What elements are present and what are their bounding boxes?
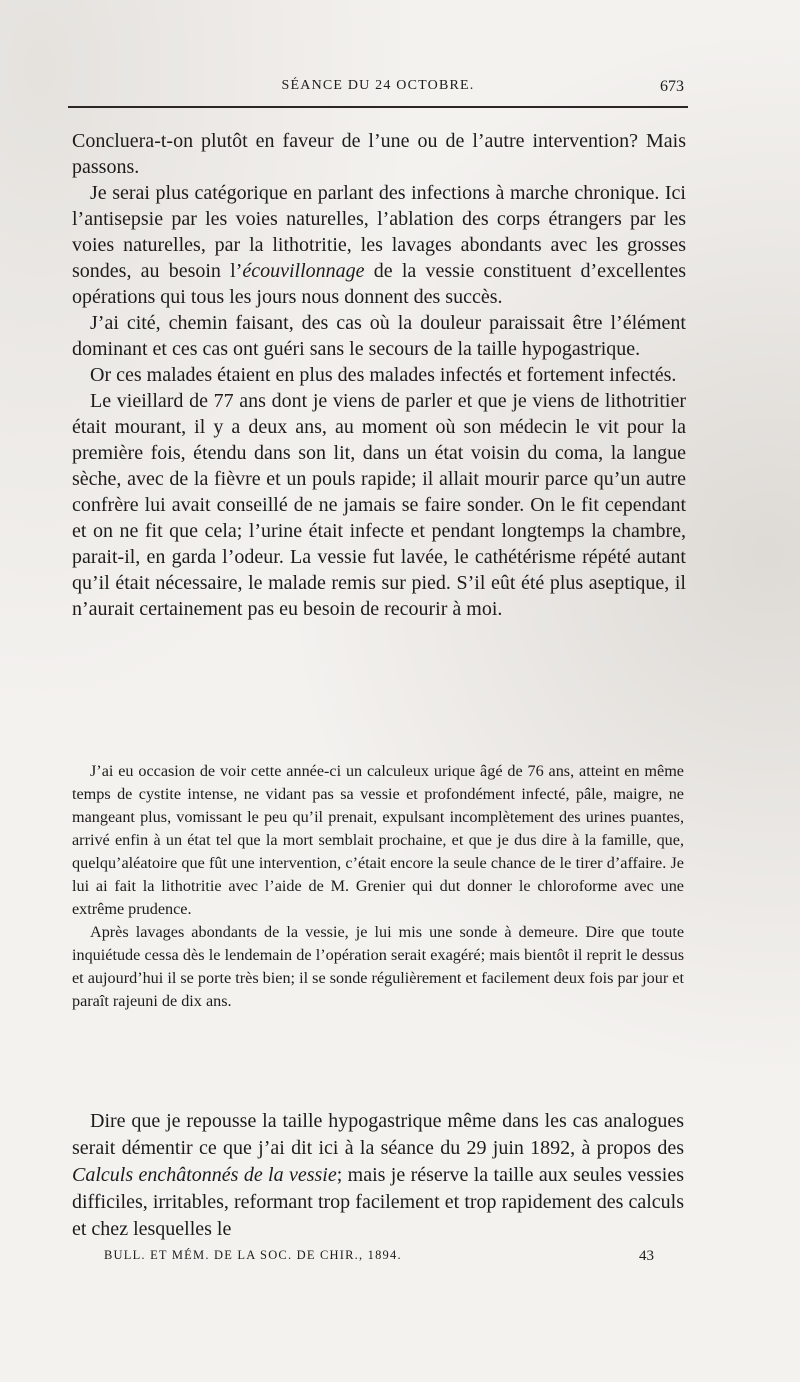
running-title: SÉANCE DU 24 OCTOBRE. — [281, 78, 475, 93]
header-rule — [68, 106, 688, 108]
paragraph-2 — [72, 180, 686, 310]
case-paragraph-2: Après lavages abondants de la vessie, je lui mis une sonde à demeure. Dire que toute inquiétude cessa dès le lendemain de l’opération serait exagéré; mais bientôt il reprit le dessus et aujourd’hui il se porte très bien; il se sonde régulièrement et facilement deux fois par jour et paraît rajeuni de dix ans. — [72, 923, 684, 1010]
closing-part-2: ; mais je réserve la taille aux seules vessies difficiles, irritables, reformant trop facilement et trop rapidement des calculs et chez lesquelles le — [72, 1164, 685, 1240]
closing-text — [72, 1108, 684, 1243]
page-header — [72, 78, 684, 98]
main-text — [72, 128, 686, 622]
closing-italic: Calculs enchâtonnés de la vessie — [72, 1164, 337, 1186]
page-number: 673 — [660, 78, 684, 95]
paragraph-3: J’ai cité, chemin faisant, des cas où la douleur paraissait être l’élément dominant et ces cas ont guéri sans le secours de la taille hypogastrique. — [72, 312, 686, 360]
signature-mark: 43 — [639, 1248, 654, 1264]
journal-reference: BULL. ET MÉM. DE LA SOC. DE CHIR., 1894. — [104, 1248, 402, 1262]
paragraph-1: Concluera-t-on plutôt en faveur de l’une ou de l’autre intervention? Mais passons. — [72, 130, 686, 178]
paragraph-2-italic: écouvillonnage — [242, 260, 365, 282]
paragraph-2-part-2: de la vessie constituent d’excellentes opérations qui tous les jours nous donnent des succès. — [72, 260, 686, 308]
paragraph-4: Or ces malades étaient en plus des malades infectés et fortement infectés. — [90, 364, 677, 386]
l-apostrophe: l’ — [230, 260, 243, 282]
case-report — [72, 760, 684, 1013]
case-paragraph-1: J’ai eu occasion de voir cette année-ci un calculeux urique âgé de 76 ans, atteint en même temps de cystite intense, ne vidant pas sa vessie et profondément infecté, pâle, maigre, ne mangeant plus, vomissant le peu qu’il prenait, expulsant incomplètement des urines puantes, arrivé enfin à un état tel que la mort semblait prochaine, et que je dus dire à la famille, que, quelqu’aléatoire que fût une intervention, c’était encore la seule chance de le tirer d’affaire. Je lui ai fait la lithotritie avec l’aide de M. Grenier qui dut donner le chloroforme avec une extrême prudence. — [72, 762, 684, 918]
closing-part-1: Dire que je repousse la taille hypogastrique même dans les cas analogues serait démentir ce que j’ai dit ici à la séance du 29 juin 1892, à propos des — [72, 1110, 684, 1159]
closing-paragraph — [72, 1108, 684, 1243]
paragraph-5: Le vieillard de 77 ans dont je viens de parler et que je viens de lithotritier était mourant, il y a deux ans, au moment où son médecin le vit pour la première fois, étendu dans son lit, dans un état voisin du coma, la langue sèche, avec de la fièvre et un pouls rapide; il allait mourir parce qu’un autre confrère lui avait conseillé de ne jamais se faire sonder. On le fit cependant et on ne fit que cela; l’urine était infecte et pendant longtemps la chambre, parait-il, en garda l’odeur. La vessie fut lavée, le cathétérisme répété autant qu’il était nécessaire, le malade remis sur pied. S’il eût été plus aseptique, il n’aurait certainement pas eu besoin de recourir à moi. — [72, 390, 686, 620]
page-footer — [104, 1248, 654, 1268]
paragraph-2-part-1: Je serai plus catégorique en parlant des infections à marche chronique. Ici l’antisepsie par les voies naturelles, l’ablation des corps étrangers par les voies naturelles, par la lithotritie, les lavages abondants avec les grosses sondes, au besoin — [72, 182, 686, 282]
